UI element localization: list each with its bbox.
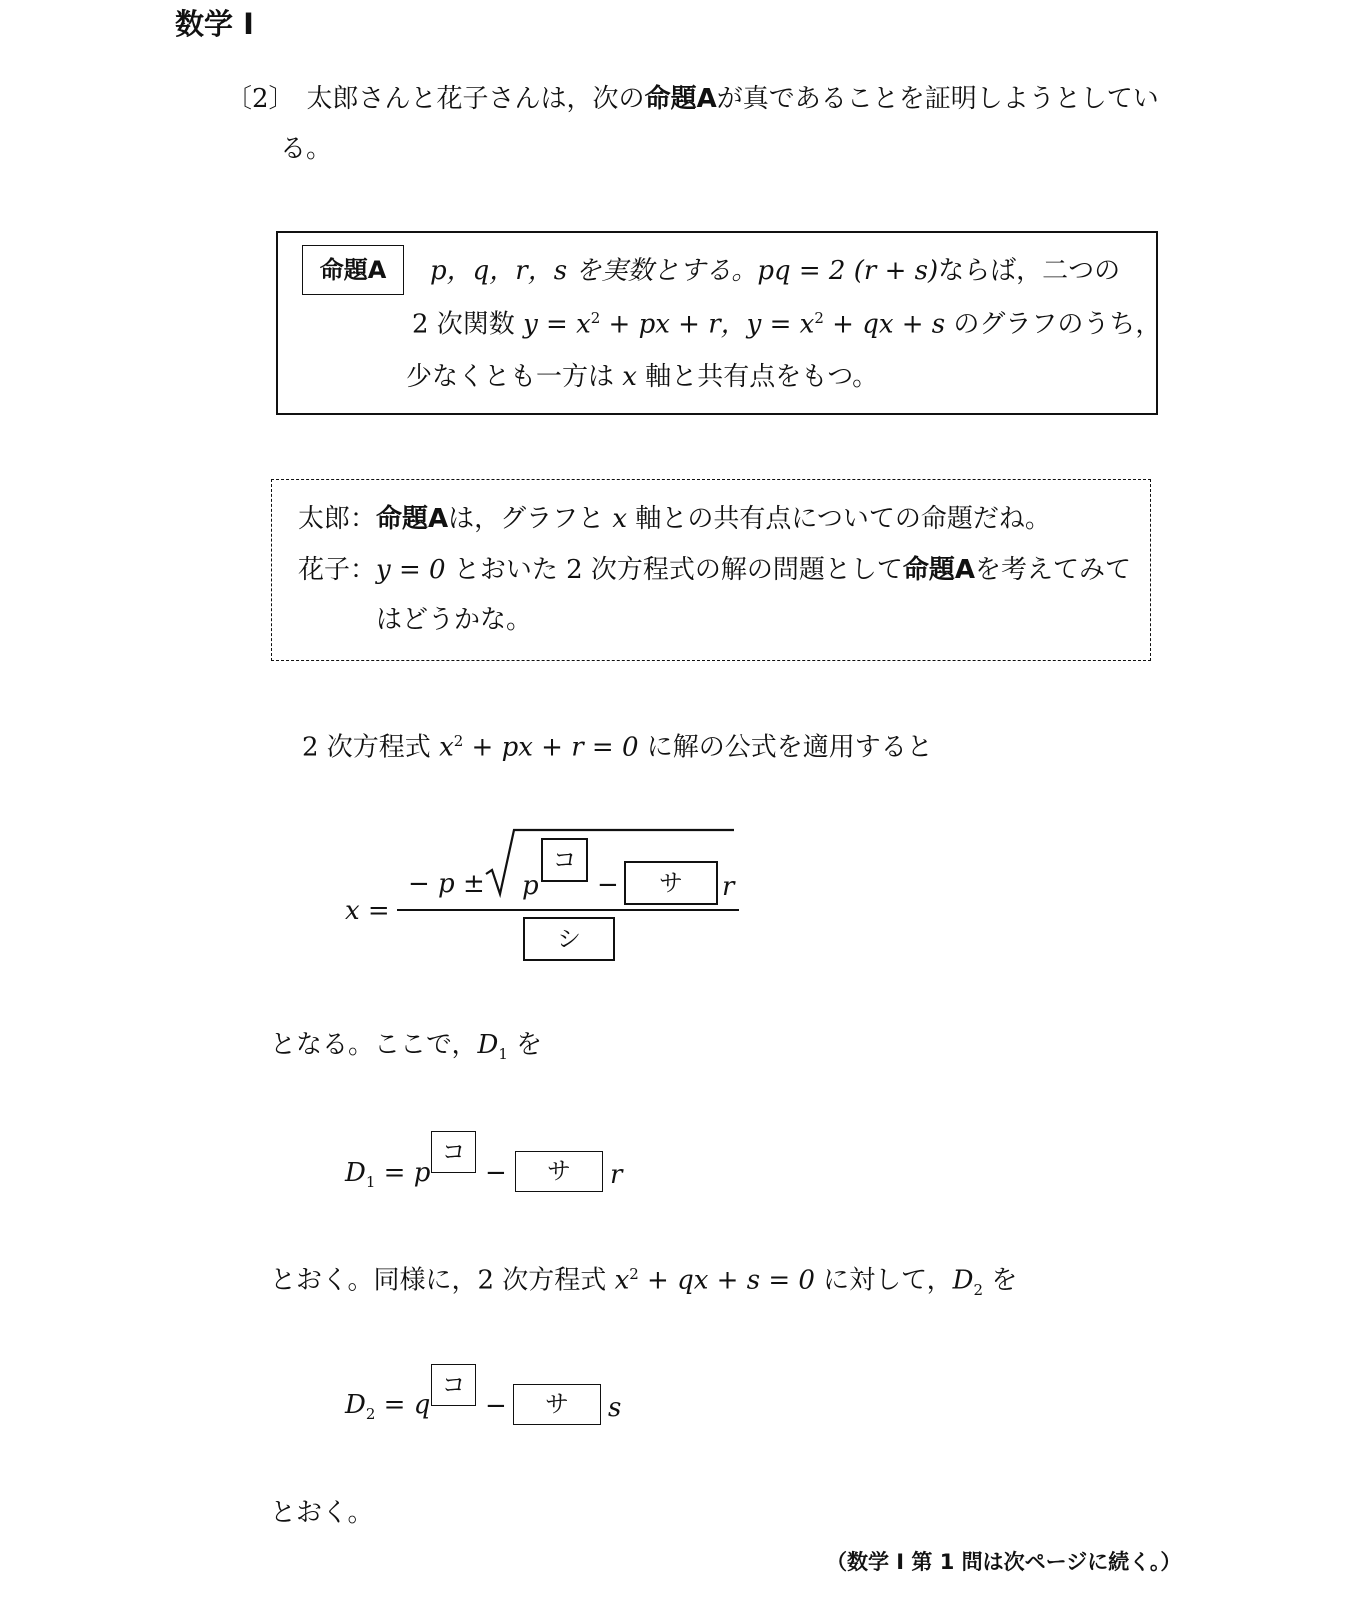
answer-blank-shi[interactable]: シ bbox=[523, 917, 615, 961]
problem-intro-line1 bbox=[226, 86, 1159, 112]
define-d2-text bbox=[270, 1267, 1017, 1298]
conclusion-prefix: 少なくとも一方は bbox=[406, 362, 623, 392]
y-eq-zero: y = 0 bbox=[376, 555, 446, 585]
functions-prefix: 2 次関数 bbox=[412, 309, 524, 340]
define-d1-text bbox=[270, 1032, 542, 1062]
subscript: 1 bbox=[498, 1045, 508, 1064]
apply-prefix: 2 次方程式 bbox=[302, 732, 440, 763]
hanako-text: とおいた 2 次方程式の解の問題として bbox=[445, 555, 903, 585]
subscript: 2 bbox=[973, 1280, 984, 1299]
x-var: x bbox=[439, 732, 454, 763]
condition-suffix: ならば，二つの bbox=[938, 256, 1121, 286]
exponent: 2 bbox=[453, 732, 464, 750]
formula-minus: − bbox=[597, 870, 619, 900]
apply-suffix: に解の公式を適用すると bbox=[638, 732, 933, 763]
equation2: + qx + s = 0 bbox=[638, 1265, 815, 1296]
q-var: q bbox=[413, 1390, 431, 1420]
continue-note: （数学 I 第 1 問は次ページに続く。） bbox=[826, 1550, 1182, 1574]
proposition-line3 bbox=[406, 364, 878, 390]
d-var: D bbox=[952, 1265, 974, 1296]
exponent: 2 bbox=[814, 309, 824, 327]
dialogue-hanako bbox=[298, 557, 1131, 583]
d2-formula-lhs bbox=[345, 1392, 430, 1422]
variables-text: p，q，r，s を実数とする。 bbox=[430, 256, 758, 286]
equals: = bbox=[383, 1390, 414, 1420]
formula-r: r bbox=[722, 872, 735, 902]
taro-text-cont: 軸との共有点についての命題だね。 bbox=[627, 504, 1051, 534]
function1-b: + px + r，y = x bbox=[600, 309, 815, 340]
proposition-label: 命題A bbox=[302, 245, 404, 295]
speaker-hanako: 花子： bbox=[298, 555, 377, 585]
proposition-ref: 命題A bbox=[902, 555, 976, 585]
condition-text: pq = 2 (r + s) bbox=[757, 256, 939, 286]
similarly-suffix: を bbox=[983, 1265, 1018, 1296]
d-var: D bbox=[345, 1158, 366, 1188]
taro-text: は，グラフと bbox=[448, 504, 613, 534]
functions-suffix: のグラフのうち， bbox=[945, 309, 1162, 340]
proposition-line1 bbox=[430, 258, 1120, 284]
exponent: 2 bbox=[629, 1265, 639, 1283]
proposition-ref: 命題A bbox=[644, 84, 717, 114]
intro-text: 太郎さんと花子さんは，次の bbox=[306, 84, 645, 114]
speaker-taro: 太郎： bbox=[298, 504, 377, 534]
d1-formula-lhs bbox=[345, 1160, 430, 1190]
final-text: とおく。 bbox=[270, 1498, 374, 1528]
page-title: 数学 I bbox=[175, 7, 254, 41]
similarly-mid: に対して， bbox=[814, 1265, 953, 1296]
d1-blank-ko[interactable]: コ bbox=[431, 1131, 476, 1173]
d1-r: r bbox=[610, 1160, 623, 1190]
formula-x-eq: x = bbox=[345, 896, 390, 926]
d-var: D bbox=[477, 1030, 499, 1060]
function1-a: y = x bbox=[523, 309, 591, 340]
x-var: x bbox=[622, 362, 637, 392]
d1-blank-sa[interactable]: サ bbox=[515, 1151, 603, 1192]
d2-blank-sa[interactable]: サ bbox=[513, 1384, 601, 1425]
problem-number: 〔2〕 bbox=[226, 84, 295, 114]
d2-minus: − bbox=[485, 1391, 507, 1421]
formula-p: p bbox=[522, 871, 539, 901]
subscript: 2 bbox=[365, 1405, 376, 1424]
p-var: p bbox=[413, 1158, 431, 1188]
hanako-text-cont: を考えてみて bbox=[975, 555, 1132, 585]
answer-blank-sa[interactable]: サ bbox=[624, 861, 718, 905]
answer-blank-ko[interactable]: コ bbox=[541, 838, 588, 882]
becomes-prefix: となる。ここで， bbox=[270, 1030, 478, 1060]
exponent: 2 bbox=[590, 309, 601, 327]
dialogue-taro bbox=[298, 506, 1051, 532]
apply-formula-text bbox=[302, 734, 933, 761]
d-var: D bbox=[345, 1390, 366, 1420]
problem-intro-line2: る。 bbox=[280, 134, 333, 164]
d2-s: s bbox=[608, 1393, 622, 1423]
x-var: x bbox=[612, 504, 628, 534]
conclusion-suffix: 軸と共有点をもつ。 bbox=[636, 362, 879, 392]
d1-minus: − bbox=[485, 1158, 507, 1188]
similarly-prefix: とおく。同様に，2 次方程式 bbox=[270, 1265, 615, 1296]
dialogue-hanako-line2: はどうかな。 bbox=[376, 605, 533, 635]
proposition-ref: 命題A bbox=[376, 504, 449, 534]
formula-num-prefix: − p ± bbox=[408, 869, 485, 899]
intro-text-cont: が真であることを証明しようとしてい bbox=[716, 84, 1159, 114]
becomes-suffix: を bbox=[507, 1030, 543, 1060]
fraction-bar bbox=[397, 909, 739, 911]
equation1: + px + r = 0 bbox=[463, 732, 639, 763]
subscript: 1 bbox=[365, 1173, 376, 1192]
equals: = bbox=[383, 1158, 414, 1188]
proposition-line2 bbox=[412, 311, 1161, 338]
d2-blank-ko[interactable]: コ bbox=[431, 1364, 476, 1406]
x-var: x bbox=[614, 1265, 630, 1296]
function2-b: + qx + s bbox=[823, 309, 946, 340]
